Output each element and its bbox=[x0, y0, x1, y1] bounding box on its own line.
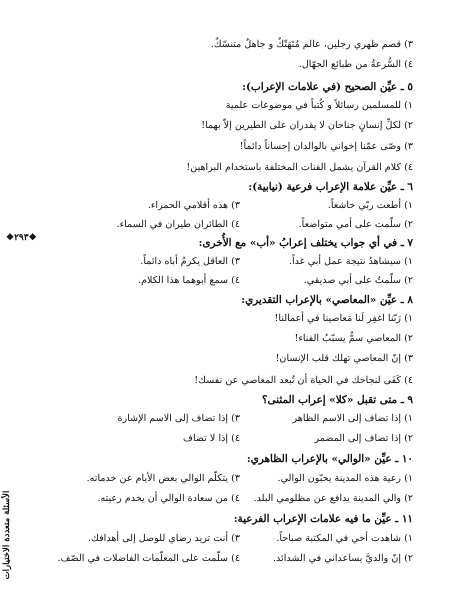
question-heading: ٩ ـ متى تقبل «كلا» إعراب المثنى؟ bbox=[262, 394, 413, 406]
question-heading: ٨ ـ عيِّن «المعاصي» بالإعراب التقديري: bbox=[241, 294, 413, 306]
option-line: ٤) كَفَى لنجاحك في الحياة أن تُبعد المعاصي عن نفسك! bbox=[194, 375, 413, 386]
option-line: ١) رعية هذه المدينة يحبّون الوالي. bbox=[277, 473, 413, 484]
option-line: ٤) كلام القرآن يشمل الفنات المختلفة باستخدام البراهين! bbox=[186, 162, 413, 173]
option-line: ٤) سلّمت على المعلّمات الفاضلات في الصّف. bbox=[57, 553, 240, 564]
option-line: ٣) يتكلّم الوالي بعض الأيام عن خدماته. bbox=[86, 473, 240, 484]
option-line: ٢) إنّ والديَّ يساعداني في الشدائد. bbox=[272, 553, 413, 564]
option-line: ٣) هذه أقلامي الحمراء. bbox=[147, 200, 240, 211]
option-line: ٣) إذا تضاف إلى الاسم الإشارة bbox=[117, 413, 240, 424]
option-line: ٤) إذا لا تضاف bbox=[183, 433, 240, 444]
option-line: ١) أطعت ربّي خاشعاً. bbox=[327, 200, 413, 211]
option-line: ١) شاهدت أخي في المكتبة صباحاً. bbox=[276, 533, 413, 544]
option-line: ٤) السُّرعةُ من طبائع الجهّال. bbox=[298, 59, 413, 70]
option-line: ٢) سلّمتُ على أبي صديقي. bbox=[303, 275, 413, 286]
question-heading: ١١ ـ عيِّن ما فيه علامات الإعراب الفرعية: bbox=[233, 513, 413, 525]
option-line: ١) إذا تضاف إلى الاسم الظاهر bbox=[292, 413, 413, 424]
option-line: ٣) قصم ظهري رجلين، عالم مُتَهَتّكٌ و جاهلٌ متنسّكٌ. bbox=[210, 39, 413, 50]
option-line: ٢) المعاصي سمٌّ يسبّبُ الفناء! bbox=[294, 333, 413, 344]
question-heading: ١٠ ـ عيِّن «الوالي» بالإعراب الظاهري: bbox=[246, 453, 413, 465]
question-heading: ٥ ـ عيِّن الصحيح (في علامات الإعراب): bbox=[242, 81, 413, 93]
option-line: ٣) العاقل يكرمُ أباه دائماً. bbox=[140, 256, 240, 267]
question-heading: ٦ ـ عيِّن علامة الإعراب فرعية (نيابية): bbox=[248, 181, 413, 193]
option-line: ١) رَبّنا اغفِر لَنا مَعاصينا في أعمالنا! bbox=[274, 313, 413, 324]
option-line: ٣) أنت تريد رضاي للوصل إلى أهدافك. bbox=[87, 533, 240, 544]
option-line: ٣) إنّ المعاصي تهلك قلب الإنسان! bbox=[275, 353, 413, 364]
option-line: ٢) لكلِّ إنسانٍ جناحان لا يقدران على الطيرين إلاّ بهما! bbox=[201, 120, 413, 131]
page-number: ❖٢٩٣❖ bbox=[6, 233, 37, 243]
option-line: ١) سيشاهدُ نتيجة عمل أبي غداً. bbox=[288, 256, 413, 267]
option-line: ٤) الطائران طيران في السماء. bbox=[116, 219, 240, 230]
question-heading: ٧ ـ في أي جواب يختلف إعرابُ «أب» مع الأُخرى: bbox=[198, 237, 413, 249]
option-line: ٢) والي المدينة يدافع عن مظلومي البلد. bbox=[253, 493, 413, 504]
option-line: ١) للمسلمين رسائلاً و كُتباً في موضوعات علمية bbox=[225, 100, 413, 111]
option-line: ٢) إذا تضاف إلى المضمر bbox=[314, 433, 413, 444]
option-line: ٣) وصّى عمّنا إخواني بالوالدان إحساناً دائماً! bbox=[239, 141, 413, 152]
option-line: ٤) من سعادة الوالي أن يخدم رعيته. bbox=[97, 493, 240, 504]
side-label: الأسئلة متعددة الاختيارات bbox=[2, 490, 12, 580]
option-line: ٢) سلّمت على أمي متواضعاً. bbox=[298, 219, 413, 230]
option-line: ٤) سمع أبوهما هذا الكلام. bbox=[138, 275, 240, 286]
